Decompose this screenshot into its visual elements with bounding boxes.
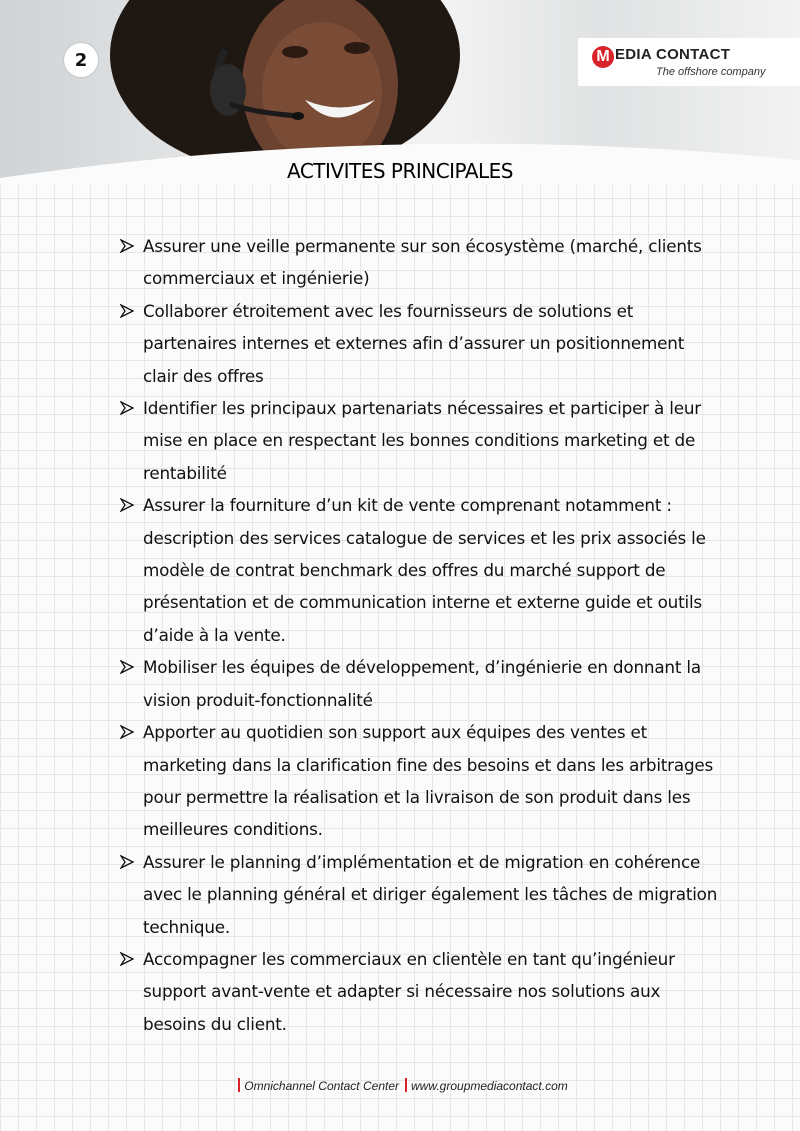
- arrow-bullet-icon: [120, 239, 134, 253]
- arrow-bullet-icon: [120, 952, 134, 966]
- arrow-bullet-icon: [120, 660, 134, 674]
- logo-name: EDIA CONTACT: [615, 46, 731, 63]
- page-number: 2: [64, 43, 98, 77]
- logo-tagline: The offshore company: [656, 66, 766, 78]
- list-item: [120, 716, 720, 846]
- arrow-bullet-icon: [120, 401, 134, 415]
- arrow-bullet-icon: [120, 498, 134, 512]
- footer-tagline: Omnichannel Contact Center: [244, 1079, 399, 1093]
- list-item-text: Apporter au quotidien son support aux équipes des ventes et marketing dans la clarification fine des besoins et dans les arbitrages pour permettre la réalisation et la livraison de son produit dans les meilleures conditions.: [143, 722, 714, 840]
- list-item: [120, 489, 720, 651]
- list-item-text: Assurer la fourniture d’un kit de vente comprenant notamment : description des services catalogue de services et les prix associés le modèle de contrat benchmark des offres du marché support de présentation et de communication interne et externe guide et outils d’aide à la vente.: [143, 495, 706, 645]
- list-item-text: Identifier les principaux partenariats nécessaires et participer à leur mise en place en respectant les bonnes conditions marketing et de rentabilité: [143, 398, 701, 483]
- footer-divider: [238, 1078, 240, 1092]
- list-item-text: Accompagner les commerciaux en clientèle en tant qu’ingénieur support avant-vente et adapter si nécessaire nos solutions aux besoins du client.: [143, 948, 675, 1034]
- list-item-text: Assurer le planning d’implémentation et de migration en cohérence avec le planning général et diriger également les tâches de migration technique.: [143, 851, 718, 937]
- list-item-text: Collaborer étroitement avec les fournisseurs de solutions et partenaires internes et externes afin d’assurer un positionnement clair des offres: [143, 300, 685, 386]
- footer-website: www.groupmediacontact.com: [411, 1079, 568, 1093]
- activities-list: [120, 230, 720, 1040]
- header-photo: [0, 0, 800, 185]
- list-item: [120, 651, 720, 716]
- list-item: [120, 392, 720, 489]
- list-item: [120, 943, 720, 1040]
- arrow-bullet-icon: [120, 725, 134, 739]
- list-item-text: Assurer une veille permanente sur son écosystème (marché, clients commerciaux et ingénierie): [143, 236, 702, 289]
- arrow-bullet-icon: [120, 304, 134, 318]
- footer-divider: [405, 1078, 407, 1092]
- section-title: ACTIVITES PRINCIPALES: [286, 159, 513, 183]
- list-item-text: Mobiliser les équipes de développement, d’ingénierie en donnant la vision produit-fonctionnalité: [143, 657, 701, 710]
- list-item: [120, 230, 720, 295]
- arrow-bullet-icon: [120, 855, 134, 869]
- page-footer: [0, 1078, 800, 1093]
- logo-dot-icon: M: [592, 46, 614, 68]
- company-logo: [578, 38, 800, 86]
- call-center-agent-photo: [0, 0, 800, 185]
- list-item: [120, 846, 720, 943]
- list-item: [120, 295, 720, 392]
